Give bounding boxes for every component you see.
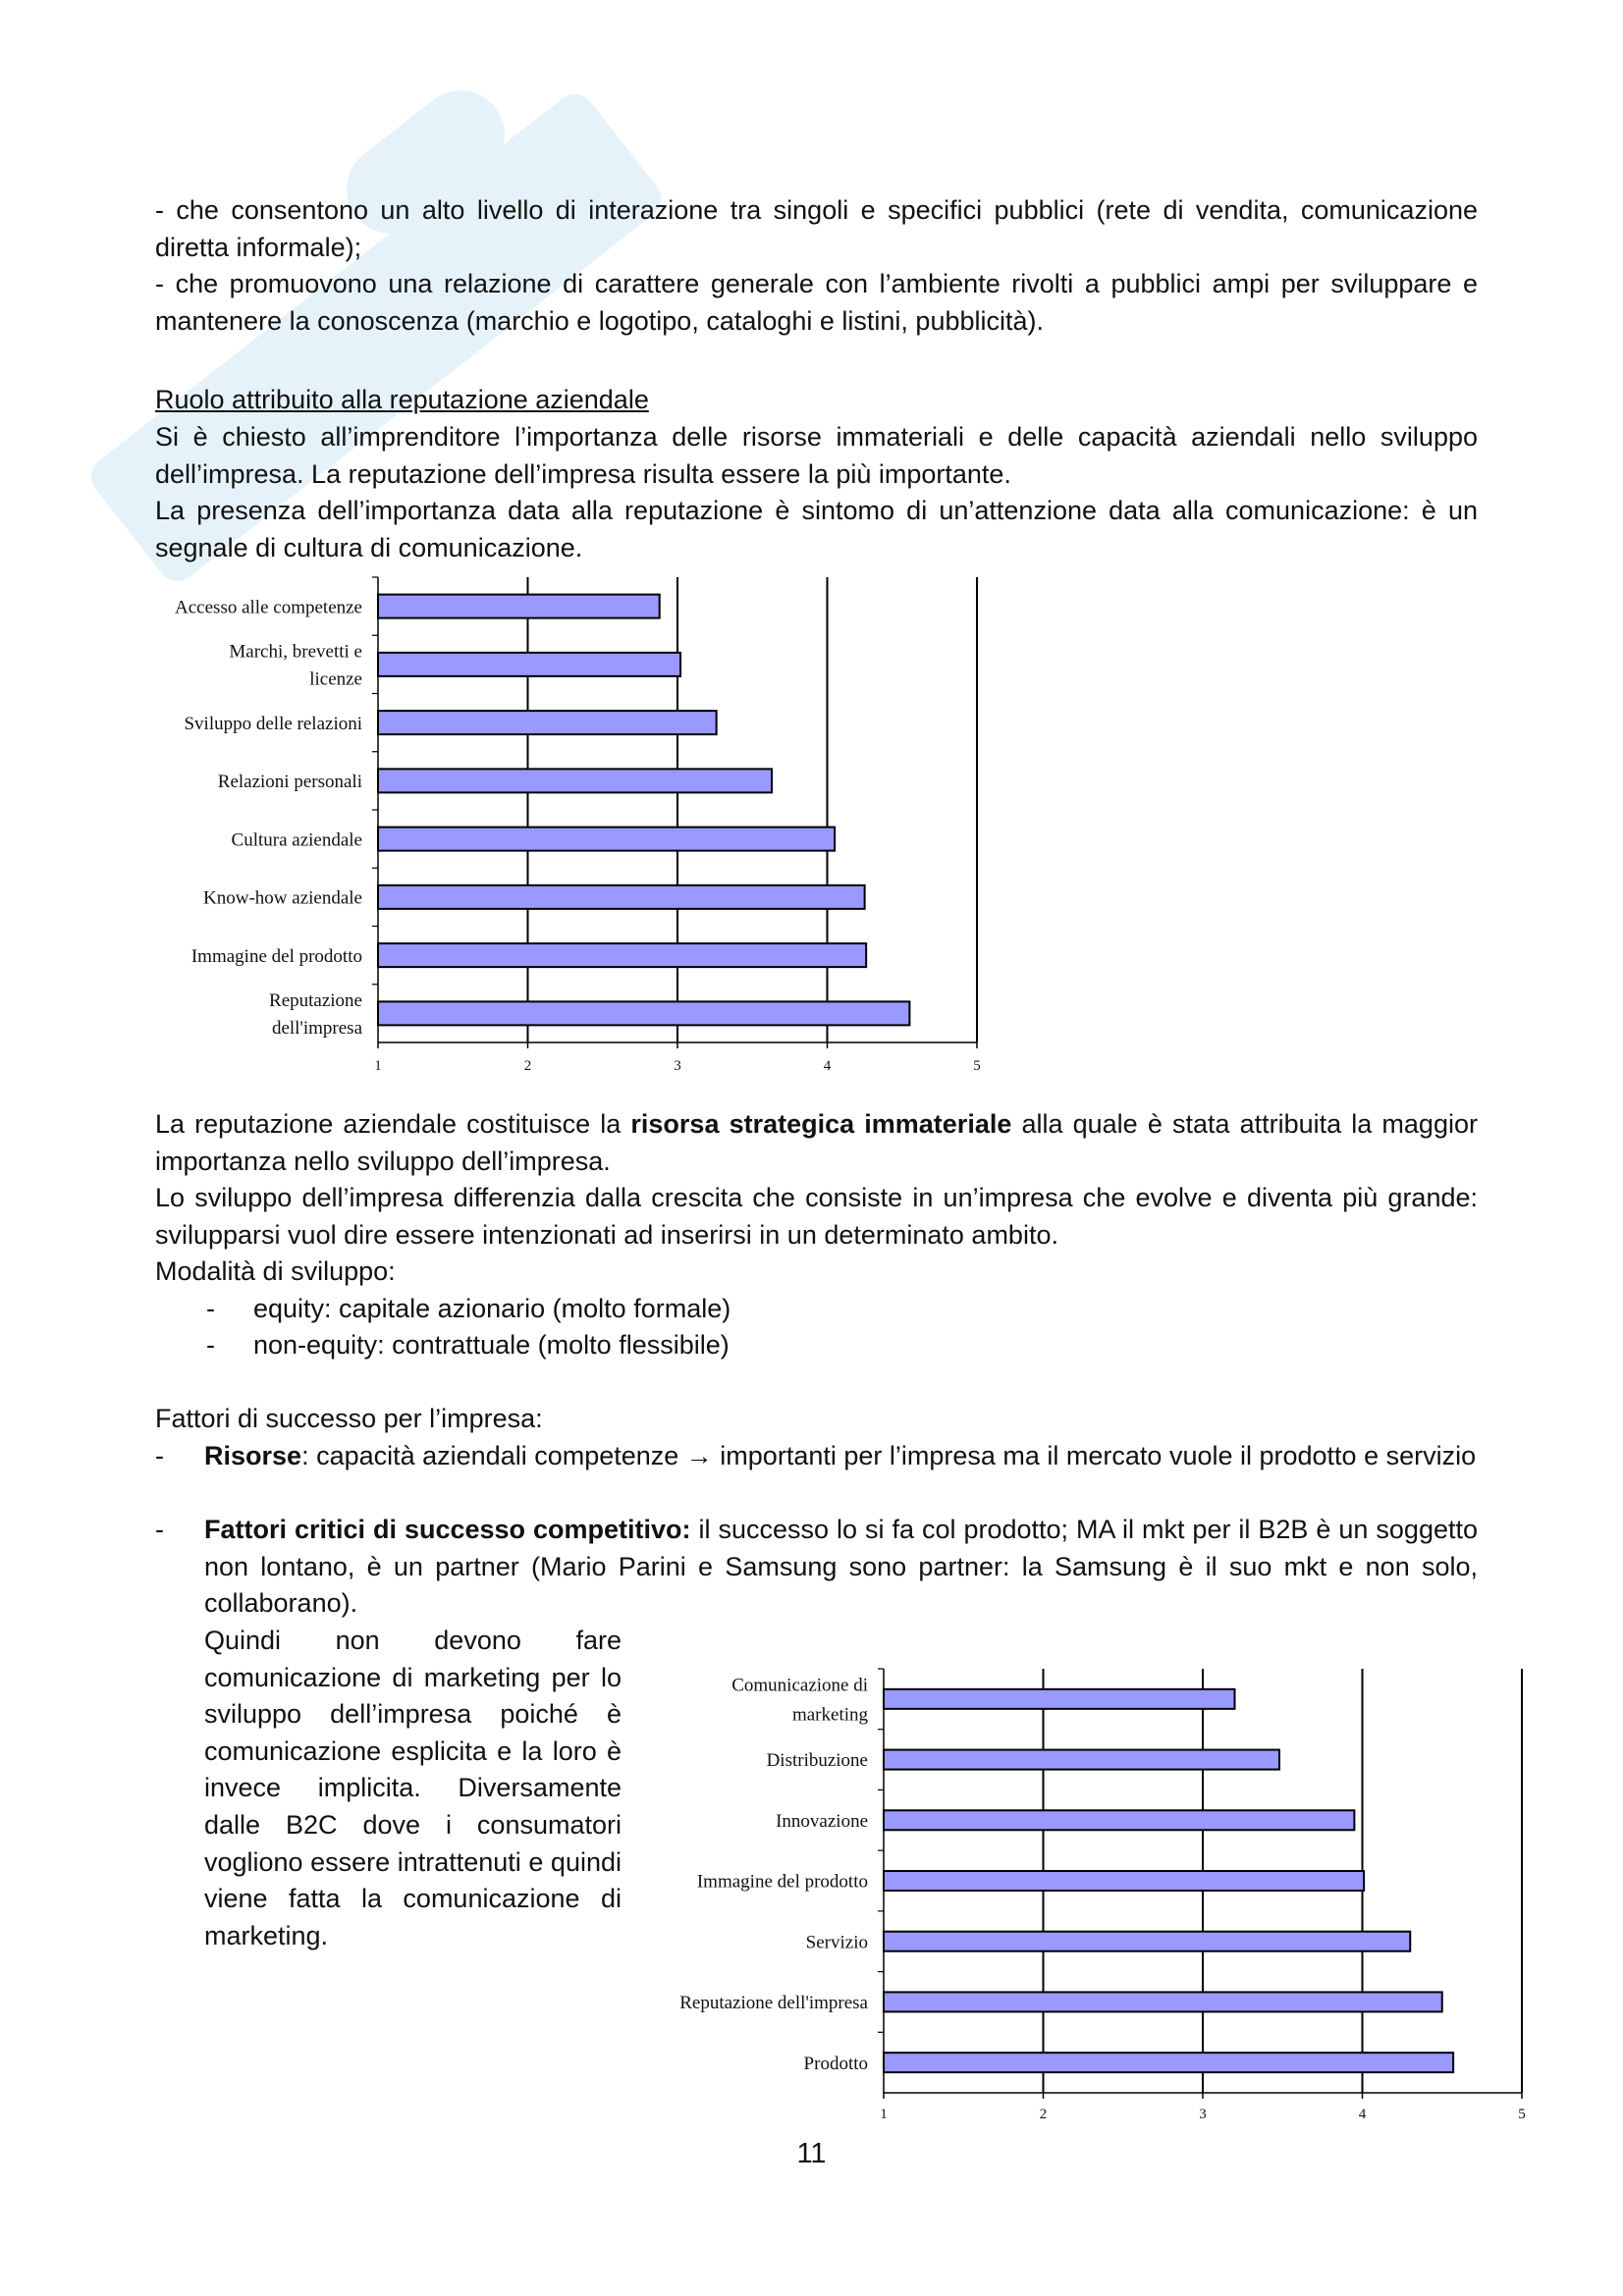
- category-label: Prodotto: [803, 2053, 868, 2074]
- bar: [378, 885, 865, 909]
- category-label: dell'impresa: [271, 1018, 362, 1040]
- list-item-non-equity: non-equity: contrattuale (molto flessibile): [253, 1330, 730, 1360]
- paragraph-development: Lo sviluppo dell’impresa differenzia dalla crescita che consiste in un’impresa che evolve e diventa più grande: svilupparsi vuol dire essere intenzionati ad inserirsi in un determinato ambito.: [155, 1183, 1478, 1250]
- x-tick-label: 2: [523, 1058, 532, 1074]
- paragraph-interaction: - che consentono un alto livello di interazione tra singoli e specifici pubblici (rete di vendita, comunicazione diretta informale);: [155, 195, 1478, 262]
- x-tick-label: 2: [1039, 2107, 1048, 2122]
- category-label: Sviluppo delle relazioni: [184, 713, 362, 734]
- section-heading: Ruolo attribuito alla reputazione aziendale: [155, 385, 649, 414]
- paragraph-relation: - che promuovono una relazione di carattere generale con l’ambiente rivolti a pubblici ampi per sviluppare e mantenere la conoscenza (marchio e logotipo, cataloghi e listini, pubblicità).: [155, 269, 1478, 336]
- category-label: Accesso alle competenze: [175, 597, 362, 618]
- list-dash: -: [206, 1294, 215, 1323]
- x-tick-label: 3: [1199, 2107, 1207, 2122]
- paragraph-modes: Modalità di sviluppo:: [155, 1256, 396, 1286]
- bar: [884, 1750, 1279, 1770]
- category-label: Reputazione dell'impresa: [679, 1993, 868, 2014]
- category-label: Marchi, brevetti e: [229, 641, 362, 663]
- chart-success-factors: [648, 1649, 1532, 2130]
- x-tick-label: 4: [1358, 2107, 1367, 2122]
- category-label: Distribuzione: [766, 1750, 868, 1772]
- x-tick-label: 1: [880, 2107, 888, 2122]
- x-tick-label: 4: [823, 1058, 832, 1074]
- list-item-equity: equity: capitale azionario (molto formale): [253, 1294, 731, 1323]
- category-label: marketing: [791, 1704, 868, 1726]
- x-tick-label: 5: [1518, 2107, 1526, 2122]
- bar: [884, 1992, 1442, 2011]
- category-label: Immagine del prodotto: [190, 945, 362, 967]
- list-dash: -: [155, 1441, 164, 1470]
- category-label: Cultura aziendale: [231, 829, 362, 851]
- list-item-critical-factors: Fattori critici di successo competitivo: il successo lo si fa col prodotto; MA il mkt per il B2B è un soggetto non lontano, è un partner (Mario Parini e Samsung sono partner: la Samsung è il suo mkt e non solo, collaborano).: [204, 1515, 1479, 1618]
- bar: [378, 711, 717, 734]
- bar: [378, 595, 660, 618]
- paragraph-strategic-resource: La reputazione aziendale costituisce la risorsa strategica immateriale alla quale è stata attribuita la maggior importanza nello sviluppo dell’impresa.: [155, 1109, 1478, 1176]
- bar: [884, 1810, 1354, 1830]
- bar: [884, 1871, 1364, 1891]
- category-label: Relazioni personali: [217, 772, 362, 793]
- category-label: Innovazione: [776, 1810, 868, 1832]
- paragraph-b2b-marketing: Quindi non devono fare comunicazione di marketing per lo sviluppo dell’impresa poiché è comunicazione esplicita e la loro è invece implicita. Diversamente dalle B2C dove i consumatori vogliono essere intrattenuti e quindi viene fatta la comunicazione di marketing.: [204, 1626, 622, 1950]
- paragraph-success-factors: Fattori di successo per l’impresa:: [155, 1404, 543, 1433]
- list-item-resources: Risorse: capacità aziendali competenze → importanti per l’impresa ma il mercato vuole il prodotto e servizio: [204, 1441, 1477, 1470]
- category-label: Immagine del prodotto: [696, 1871, 868, 1893]
- bar: [884, 2053, 1453, 2072]
- x-tick-label: 5: [973, 1058, 981, 1074]
- x-tick-label: 3: [674, 1058, 681, 1074]
- category-label: Reputazione: [269, 990, 362, 1012]
- list-dash: -: [155, 1515, 164, 1544]
- page-number: 11: [796, 2138, 827, 2169]
- x-tick-label: 1: [374, 1058, 382, 1074]
- bar: [378, 653, 680, 676]
- category-label: licenze: [309, 668, 362, 690]
- category-label: Know-how aziendale: [203, 887, 362, 909]
- bar: [378, 1001, 909, 1025]
- chart-intangible-resources: [157, 569, 992, 1095]
- bar: [378, 828, 835, 851]
- bar: [378, 769, 772, 792]
- list-dash: -: [206, 1330, 215, 1360]
- category-label: Servizio: [805, 1932, 868, 1953]
- category-label: Comunicazione di: [731, 1675, 868, 1696]
- bar: [884, 1932, 1410, 1951]
- paragraph-reputation: La presenza dell’importanza data alla reputazione è sintomo di un’attenzione data alla comunicazione: è un segnale di cultura di comunicazione.: [155, 496, 1478, 562]
- paragraph-entrepreneur: Si è chiesto all’imprenditore l’importanza delle risorse immateriali e delle capacità aziendali nello sviluppo dell’impresa. La reputazione dell’impresa risulta essere la più importante.: [155, 422, 1478, 489]
- bar: [884, 1689, 1235, 1709]
- bar: [378, 943, 866, 967]
